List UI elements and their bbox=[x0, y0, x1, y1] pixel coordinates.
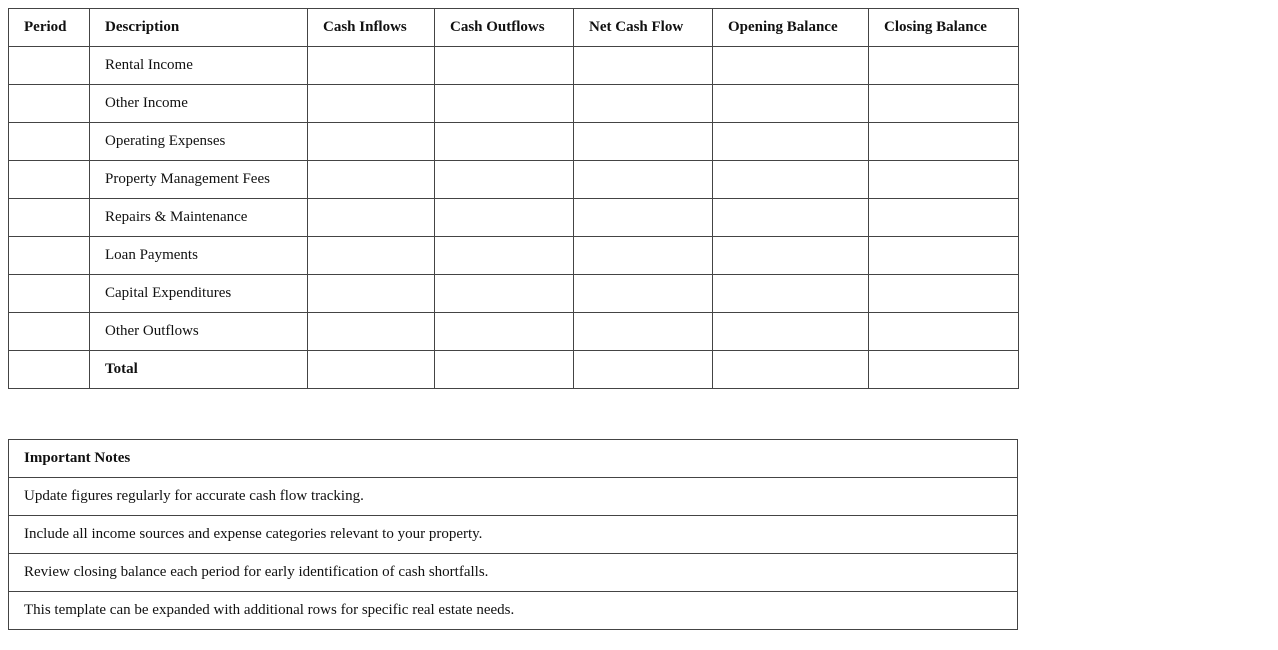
cell-cash-outflows[interactable] bbox=[435, 275, 574, 313]
cell-closing-balance[interactable] bbox=[869, 47, 1019, 85]
cell-period[interactable] bbox=[9, 199, 90, 237]
cell-description: Operating Expenses bbox=[90, 123, 308, 161]
cell-cash-outflows[interactable] bbox=[435, 237, 574, 275]
cell-opening-balance[interactable] bbox=[713, 275, 869, 313]
table-row bbox=[9, 85, 1019, 123]
cell-description: Capital Expenditures bbox=[90, 275, 308, 313]
table-row bbox=[9, 313, 1019, 351]
cell-cash-inflows[interactable] bbox=[308, 47, 435, 85]
table-row bbox=[9, 199, 1019, 237]
cell-net-cash-flow[interactable] bbox=[574, 199, 713, 237]
cell-closing-balance[interactable] bbox=[869, 161, 1019, 199]
cell-net-cash-flow[interactable] bbox=[574, 237, 713, 275]
cell-cash-outflows[interactable] bbox=[435, 313, 574, 351]
cell-description: Loan Payments bbox=[90, 237, 308, 275]
note-item: Update figures regularly for accurate cash flow tracking. bbox=[9, 478, 1018, 516]
note-row bbox=[9, 478, 1018, 516]
cell-closing-balance[interactable] bbox=[869, 237, 1019, 275]
cell-opening-balance[interactable] bbox=[713, 85, 869, 123]
cell-opening-balance[interactable] bbox=[713, 161, 869, 199]
cell-description: Property Management Fees bbox=[90, 161, 308, 199]
cell-cash-inflows[interactable] bbox=[308, 351, 435, 389]
table-row bbox=[9, 161, 1019, 199]
cell-period[interactable] bbox=[9, 237, 90, 275]
total-row bbox=[9, 351, 1019, 389]
cell-cash-inflows[interactable] bbox=[308, 199, 435, 237]
cell-period[interactable] bbox=[9, 47, 90, 85]
cell-cash-inflows[interactable] bbox=[308, 237, 435, 275]
cell-cash-inflows[interactable] bbox=[308, 275, 435, 313]
cell-closing-balance[interactable] bbox=[869, 123, 1019, 161]
cell-description-total: Total bbox=[90, 351, 308, 389]
cell-period[interactable] bbox=[9, 161, 90, 199]
note-item: Include all income sources and expense categories relevant to your property. bbox=[9, 516, 1018, 554]
cell-closing-balance[interactable] bbox=[869, 275, 1019, 313]
cell-net-cash-flow[interactable] bbox=[574, 161, 713, 199]
header-cash-outflows: Cash Outflows bbox=[435, 9, 574, 47]
cell-cash-outflows[interactable] bbox=[435, 199, 574, 237]
cell-period[interactable] bbox=[9, 313, 90, 351]
table-row bbox=[9, 47, 1019, 85]
cell-opening-balance[interactable] bbox=[713, 351, 869, 389]
notes-title: Important Notes bbox=[9, 440, 1018, 478]
table-row bbox=[9, 237, 1019, 275]
cell-period[interactable] bbox=[9, 275, 90, 313]
header-period: Period bbox=[9, 9, 90, 47]
cell-net-cash-flow[interactable] bbox=[574, 47, 713, 85]
cell-description: Other Income bbox=[90, 85, 308, 123]
header-closing-balance: Closing Balance bbox=[869, 9, 1019, 47]
note-row bbox=[9, 592, 1018, 630]
cell-cash-inflows[interactable] bbox=[308, 123, 435, 161]
cell-net-cash-flow[interactable] bbox=[574, 313, 713, 351]
cell-cash-outflows[interactable] bbox=[435, 85, 574, 123]
note-row bbox=[9, 516, 1018, 554]
cell-net-cash-flow[interactable] bbox=[574, 351, 713, 389]
table-row bbox=[9, 123, 1019, 161]
header-description: Description bbox=[90, 9, 308, 47]
cell-opening-balance[interactable] bbox=[713, 123, 869, 161]
cell-net-cash-flow[interactable] bbox=[574, 85, 713, 123]
table-header-row bbox=[9, 9, 1019, 47]
cell-cash-outflows[interactable] bbox=[435, 161, 574, 199]
cell-cash-outflows[interactable] bbox=[435, 123, 574, 161]
cell-description: Rental Income bbox=[90, 47, 308, 85]
cell-opening-balance[interactable] bbox=[713, 237, 869, 275]
cell-period[interactable] bbox=[9, 85, 90, 123]
cell-period[interactable] bbox=[9, 351, 90, 389]
cell-closing-balance[interactable] bbox=[869, 351, 1019, 389]
table-row bbox=[9, 275, 1019, 313]
cell-opening-balance[interactable] bbox=[713, 199, 869, 237]
cell-period[interactable] bbox=[9, 123, 90, 161]
cell-cash-inflows[interactable] bbox=[308, 161, 435, 199]
header-cash-inflows: Cash Inflows bbox=[308, 9, 435, 47]
cell-description: Other Outflows bbox=[90, 313, 308, 351]
note-item: This template can be expanded with additional rows for specific real estate needs. bbox=[9, 592, 1018, 630]
cash-flow-table bbox=[8, 8, 1019, 389]
cell-opening-balance[interactable] bbox=[713, 313, 869, 351]
cell-cash-inflows[interactable] bbox=[308, 85, 435, 123]
notes-header-row bbox=[9, 440, 1018, 478]
cell-closing-balance[interactable] bbox=[869, 199, 1019, 237]
cell-opening-balance[interactable] bbox=[713, 47, 869, 85]
cell-closing-balance[interactable] bbox=[869, 85, 1019, 123]
important-notes-table bbox=[8, 439, 1018, 630]
header-net-cash-flow: Net Cash Flow bbox=[574, 9, 713, 47]
note-item: Review closing balance each period for early identification of cash shortfalls. bbox=[9, 554, 1018, 592]
header-opening-balance: Opening Balance bbox=[713, 9, 869, 47]
cell-cash-outflows[interactable] bbox=[435, 47, 574, 85]
cell-description: Repairs & Maintenance bbox=[90, 199, 308, 237]
cell-closing-balance[interactable] bbox=[869, 313, 1019, 351]
cell-cash-inflows[interactable] bbox=[308, 313, 435, 351]
note-row bbox=[9, 554, 1018, 592]
cell-cash-outflows[interactable] bbox=[435, 351, 574, 389]
cell-net-cash-flow[interactable] bbox=[574, 275, 713, 313]
cell-net-cash-flow[interactable] bbox=[574, 123, 713, 161]
